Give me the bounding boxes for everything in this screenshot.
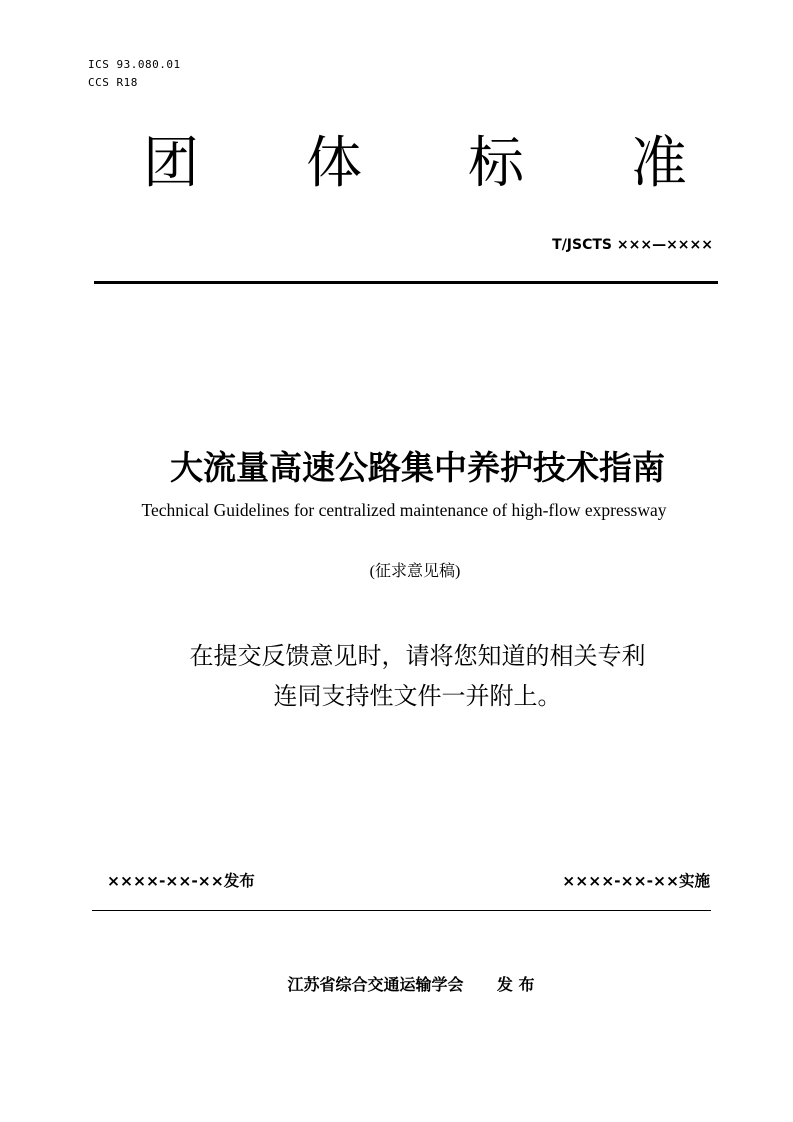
issuer-action: 发 布	[496, 975, 535, 994]
ics-code: ICS 93.080.01	[88, 58, 181, 71]
standard-type-char: 准	[631, 131, 687, 196]
footer-divider	[92, 910, 711, 911]
document-title-english: Technical Guidelines for centralized maintenance of high-flow expressway	[141, 500, 667, 520]
patent-notice-line: 连同支持性文件一并附上。	[273, 684, 562, 710]
issuer-organization: 江苏省综合交通运输学会	[287, 975, 464, 994]
implement-date: ××××-××-××实施	[562, 872, 710, 890]
issuer-line	[0, 973, 793, 997]
patent-notice-line: 在提交反馈意见时，请将您知道的相关专利	[189, 644, 646, 670]
header-divider	[94, 281, 718, 284]
ccs-code: CCS R18	[88, 76, 138, 89]
standard-type-char: 体	[306, 131, 362, 196]
document-title-chinese: 大流量高速公路集中养护技术指南	[170, 448, 665, 487]
publish-date: ××××-××-××发布	[107, 872, 255, 890]
standard-number: T/JSCTS ×××—××××	[552, 237, 713, 253]
standard-type-char: 团	[143, 131, 199, 196]
standard-type-char: 标	[468, 131, 524, 196]
draft-status: (征求意见稿)	[369, 563, 461, 580]
